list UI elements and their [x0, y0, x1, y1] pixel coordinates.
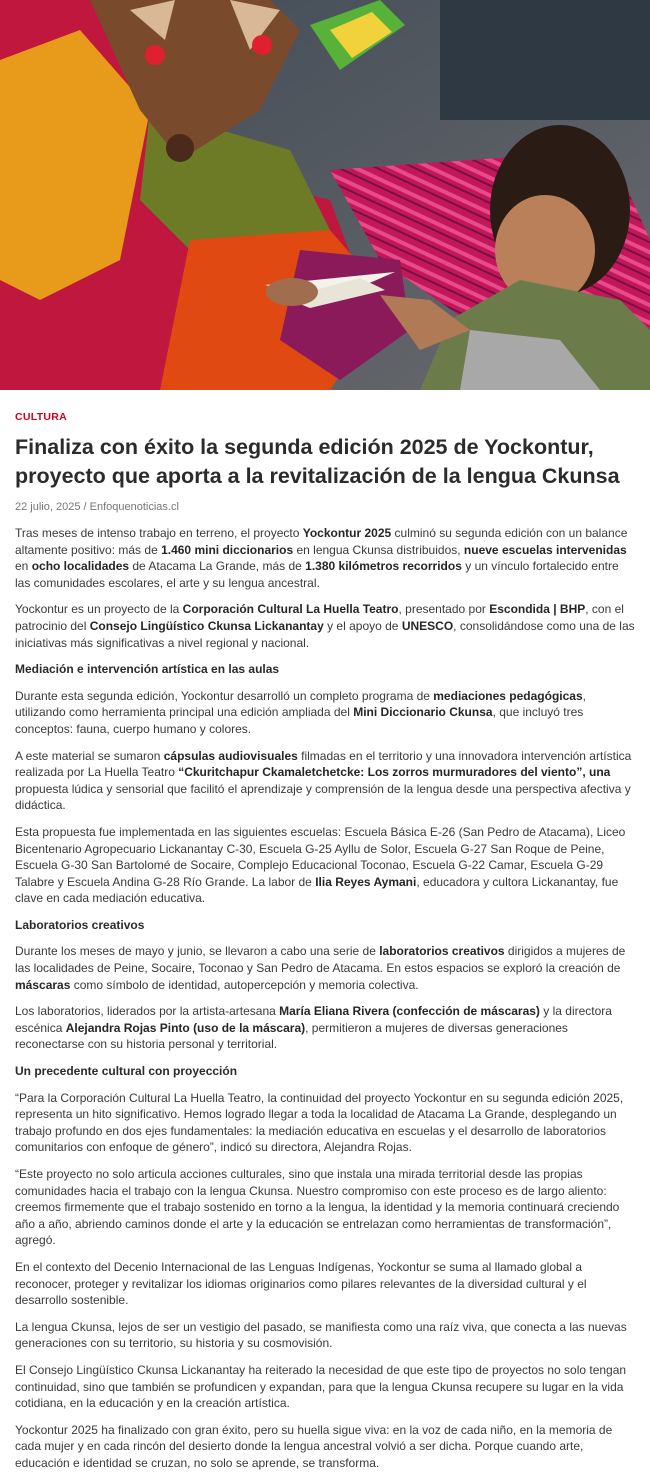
text: , educadora y cultora Lickanantay, fue clave en cada mediación educativa.	[15, 874, 619, 906]
paragraph	[15, 525, 637, 591]
section-heading: Laboratorios creativos	[15, 917, 145, 932]
text: “Para la Corporación Cultural La Huella Teatro, la continuidad del proyecto Yockontur en su segunda edición 2025, representa un hito significativo. Hemos logrado llegar a toda la localidad de Atacama La Grande, desplegando un trabajo profundo en dos ejes fundamentales: la mediación educativa en escuelas y el desarrollo de laboratorios comunitarios con enfoque de género”, indicó su directora, Alejandra Rojas.	[15, 1090, 624, 1155]
meta-separator: /	[80, 501, 90, 513]
text: Esta propuesta fue implementada en las siguientes escuelas: Escuela Básica E-26 (San Pedro de Atacama), Liceo Bicentenario Agropecuario Lickanantay C-30, Escuela G-25 Ayllu de Solor, Escuela G-27 San Roque de Peine, Escuela G-30 San Bartolomé de Socaire, Complejo Educacional Toconao, Escuela G-22 Camar, Escuela G-29 Talabre y Escuela Andina G-28 Río Grande. La labor de	[15, 824, 626, 889]
publish-date: 22 julio, 2025	[15, 501, 81, 513]
highlight: máscaras	[15, 977, 71, 992]
highlight: mediaciones pedagógicas	[433, 688, 583, 703]
source-link[interactable]: Enfoquenoticias.cl	[89, 501, 179, 513]
highlight: María Eliana Rivera (confección de máscaras)	[279, 1004, 540, 1019]
highlight: Ilia Reyes Aymani	[315, 874, 417, 889]
highlight: nueve escuelas intervenidas	[463, 542, 627, 557]
highlight: Yockontur 2025	[302, 526, 392, 540]
highlight: UNESCO	[401, 618, 454, 633]
article-body	[15, 525, 637, 1472]
text: culminó su segunda edición con un balance altamente positivo: más de	[15, 526, 628, 557]
highlight: Alejandra Rojas Pinto (uso de la máscara)	[65, 1020, 306, 1035]
text: El Consejo Lingüístico Ckunsa Lickanantay ha reiterado la necesidad de que este tipo de proyectos no solo tengan continuidad, sino que también se profundicen y expandan, para que la lengua Ckunsa recupere su lugar en la vida cotidiana, en la educación y en la creación artística.	[15, 1362, 627, 1411]
text: , utilizando como herramienta principal una edición ampliada del	[15, 688, 586, 720]
highlight: 1.380 kilómetros recorridos	[305, 559, 462, 574]
paragraph	[15, 1166, 637, 1249]
text: en	[15, 559, 32, 574]
text: filmadas en el territorio y una innovadora intervención artística realizada por La Huella Teatro	[15, 748, 632, 780]
text: , presentado por	[398, 602, 490, 617]
highlight: Corporación Cultural La Huella Teatro	[182, 602, 399, 617]
text: y el apoyo de	[323, 618, 402, 633]
text: La lengua Ckunsa, lejos de ser un vestigio del pasado, se manifiesta como una raíz viva, que conecta a las nuevas generaciones con su territorio, su historia y su cosmovisión.	[15, 1319, 627, 1351]
article-meta	[15, 500, 637, 514]
text: en lengua Ckunsa distribuidos,	[293, 542, 464, 557]
text: , consolidándose como una de las iniciativas más significativas a nivel regional y nacional.	[15, 618, 635, 650]
text: como símbolo de identidad, autopercepción y memoria colectiva.	[70, 977, 419, 992]
text: “Este proyecto no solo articula acciones culturales, sino que instala una mirada territorial desde las propias comunidades hacia el trabajo con la lengua Ckunsa. Nuestro compromiso con este proceso es de largo aliento: creemos firmemente que el trabajo sostenido en torno a la lengua, la identidad y la memoria continuará creciendo año a año, abriendo caminos donde el arte y la educación se entrelazan como herramientas de transformación”, agregó.	[15, 1167, 620, 1248]
text: Yockontur es un proyecto de la	[15, 602, 183, 617]
text: y la directora escénica	[15, 1004, 612, 1035]
highlight: cápsulas audiovisuales	[163, 748, 298, 763]
paragraph	[15, 1319, 637, 1352]
text: , permitieron a mujeres de diversas generaciones reconectarse con su historia personal y territorial.	[15, 1020, 568, 1052]
text: Los laboratorios, liderados por la artista-artesana	[15, 1004, 280, 1019]
paragraph	[15, 1003, 637, 1053]
text: Yockontur 2025 ha finalizado con gran éxito, pero su huella sigue viva: en la voz de cada niño, en la memoria de cada mujer y en cada rincón del desierto donde la lengua ancestral volvió a ser dicha. Porque cuando arte, educación e identidad se cruzan, no solo se aprende, se transforma.	[15, 1422, 613, 1470]
section-heading: Un precedente cultural con proyección	[15, 1064, 238, 1079]
highlight: Escondida | BHP	[489, 602, 586, 617]
text: y un vínculo fortalecido entre las comunidades escolares, el arte y su lengua ancestral.	[15, 559, 619, 590]
hero-illustration	[0, 0, 650, 390]
paragraph	[15, 601, 637, 651]
text: Durante esta segunda edición, Yockontur desarrolló un completo programa de	[15, 688, 434, 703]
category-label[interactable]: CULTURA	[15, 411, 68, 423]
text: Durante los meses de mayo y junio, se llevaron a cabo una serie de	[15, 944, 380, 959]
paragraph	[15, 1259, 637, 1309]
text: A este material se sumaron	[15, 748, 164, 763]
hero-photo	[0, 0, 650, 390]
text: de Atacama La Grande, más de	[129, 559, 306, 574]
text: En el contexto del Decenio Internacional de las Lenguas Indígenas, Yockontur se suma al llamado global a reconocer, proteger y revitalizar los idiomas originarios como pilares relevantes de la diversidad cultural y el desarrollo sostenible.	[15, 1259, 587, 1308]
paragraph	[15, 943, 637, 993]
article	[15, 410, 637, 1472]
paragraph	[15, 1422, 637, 1472]
highlight: Mini Diccionario Ckunsa	[353, 705, 493, 720]
highlight: ocho localidades	[31, 559, 130, 574]
text: dirigidos a mujeres de las localidades de Peine, Socaire, Toconao y San Pedro de Atacama. En estos espacios se exploró la creación de	[15, 944, 626, 976]
paragraph	[15, 824, 637, 907]
highlight: 1.460 mini diccionarios	[161, 542, 294, 557]
paragraph	[15, 1362, 637, 1412]
text: , con el patrocinio del	[15, 602, 624, 633]
article-title: Finaliza con éxito la segunda edición 2025 de Yockontur, proyecto que aporta a la revitalización de la lengua Ckunsa	[15, 435, 620, 488]
highlight: Consejo Lingüístico Ckunsa Lickanantay	[89, 618, 324, 633]
text: propuesta lúdica y sensorial que facilitó el aprendizaje y comprensión de la lengua desde una perspectiva afectiva y didáctica.	[15, 781, 631, 813]
paragraph	[15, 748, 637, 814]
text: , que incluyó tres conceptos: fauna, cuerpo humano y colores.	[15, 705, 584, 736]
text: Tras meses de intenso trabajo en terreno, el proyecto	[15, 526, 303, 540]
highlight: laboratorios creativos	[379, 944, 505, 959]
section-heading: Mediación e intervención artística en las aulas	[15, 662, 280, 677]
highlight: “Ckuritchapur Ckamaletchetcke: Los zorros murmuradores del viento”, una	[178, 765, 611, 780]
paragraph	[15, 688, 637, 738]
paragraph	[15, 1090, 637, 1156]
